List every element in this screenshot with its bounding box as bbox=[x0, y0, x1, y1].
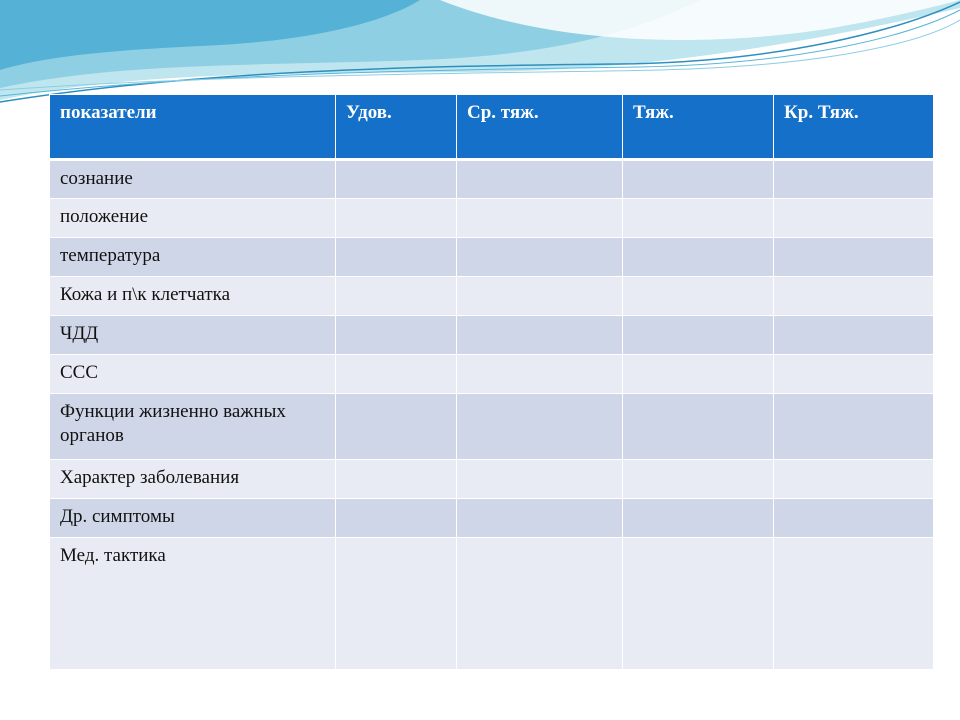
table-row bbox=[50, 277, 934, 316]
table-cell bbox=[457, 160, 623, 199]
header-indicators: показатели bbox=[50, 95, 336, 160]
table-row bbox=[50, 355, 934, 394]
table-cell bbox=[336, 394, 457, 460]
table-row bbox=[50, 460, 934, 499]
table-cell bbox=[774, 277, 934, 316]
row-label: температура bbox=[50, 238, 336, 277]
table-row bbox=[50, 199, 934, 238]
table-row bbox=[50, 238, 934, 277]
table-cell bbox=[336, 160, 457, 199]
table-cell bbox=[457, 277, 623, 316]
table-cell bbox=[774, 394, 934, 460]
table-row bbox=[50, 316, 934, 355]
table-cell bbox=[457, 199, 623, 238]
table-cell bbox=[623, 499, 774, 538]
row-label: ССС bbox=[50, 355, 336, 394]
table-header-row bbox=[50, 95, 934, 160]
table-row bbox=[50, 160, 934, 199]
table-cell bbox=[623, 355, 774, 394]
row-label: ЧДД bbox=[50, 316, 336, 355]
table-cell bbox=[336, 316, 457, 355]
table-cell bbox=[623, 238, 774, 277]
table-cell bbox=[774, 538, 934, 670]
table-cell bbox=[457, 394, 623, 460]
table-cell bbox=[336, 460, 457, 499]
row-label: Мед. тактика bbox=[50, 538, 336, 670]
table-cell bbox=[336, 238, 457, 277]
table-cell bbox=[457, 355, 623, 394]
row-label: сознание bbox=[50, 160, 336, 199]
table-cell bbox=[457, 316, 623, 355]
row-label: Кожа и п\к клетчатка bbox=[50, 277, 336, 316]
table-cell bbox=[623, 199, 774, 238]
table-cell bbox=[457, 460, 623, 499]
table-cell bbox=[774, 355, 934, 394]
table-cell bbox=[774, 199, 934, 238]
table-cell bbox=[774, 316, 934, 355]
table-row bbox=[50, 394, 934, 460]
table-row bbox=[50, 499, 934, 538]
table-cell bbox=[457, 538, 623, 670]
table-cell bbox=[774, 499, 934, 538]
table-cell bbox=[336, 538, 457, 670]
table-cell bbox=[623, 277, 774, 316]
table-cell bbox=[336, 199, 457, 238]
header-satisfactory: Удов. bbox=[336, 95, 457, 160]
row-label: Функции жизненно важных органов bbox=[50, 394, 336, 460]
table-cell bbox=[336, 277, 457, 316]
table-cell bbox=[774, 460, 934, 499]
table-cell bbox=[774, 160, 934, 199]
header-extremely-severe: Кр. Тяж. bbox=[774, 95, 934, 160]
row-label: Др. симптомы bbox=[50, 499, 336, 538]
table-cell bbox=[774, 238, 934, 277]
table-cell bbox=[623, 460, 774, 499]
table-cell bbox=[623, 538, 774, 670]
table-cell bbox=[457, 238, 623, 277]
row-label: положение bbox=[50, 199, 336, 238]
table-cell bbox=[336, 499, 457, 538]
table-cell bbox=[623, 316, 774, 355]
table-cell bbox=[623, 160, 774, 199]
table-row bbox=[50, 538, 934, 670]
table-cell bbox=[336, 355, 457, 394]
table-cell bbox=[457, 499, 623, 538]
row-label: Характер заболевания bbox=[50, 460, 336, 499]
header-severe: Тяж. bbox=[623, 95, 774, 160]
table-cell bbox=[623, 394, 774, 460]
severity-assessment-table bbox=[49, 94, 934, 670]
header-moderate: Ср. тяж. bbox=[457, 95, 623, 160]
